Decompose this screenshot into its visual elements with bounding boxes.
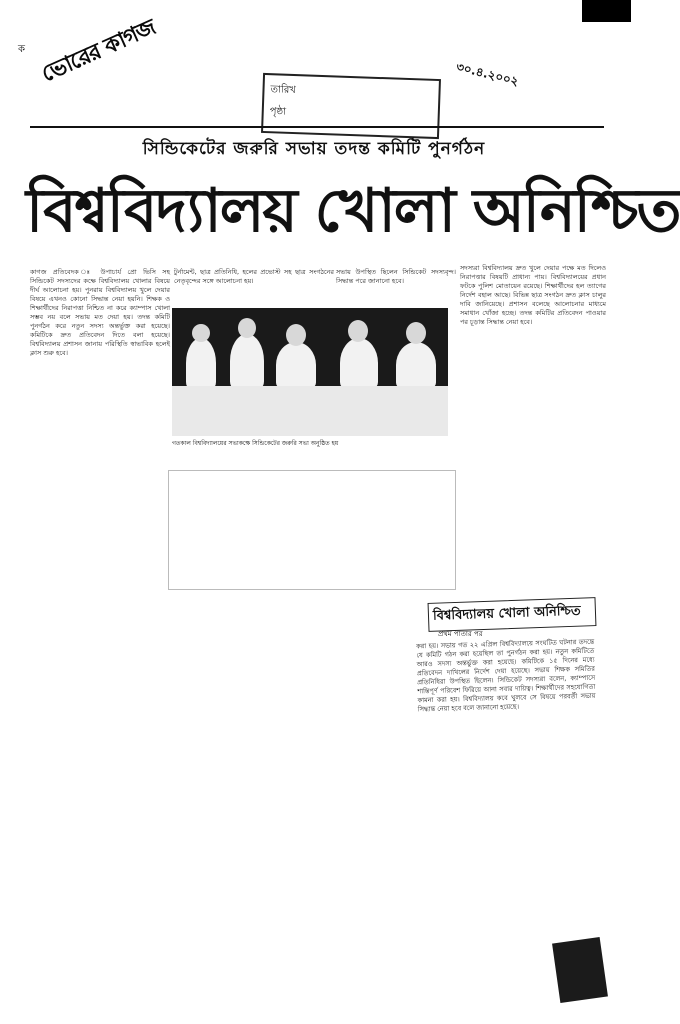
article-column-3: সভায় উপস্থিত ছিলেন সিন্ডিকেট সদস্যবৃন্দ। সিদ্ধান্ত পরে জানানো হবে। xyxy=(336,268,456,285)
top-rule xyxy=(30,126,604,128)
date-stamp: ৩০.৪.২০০২ xyxy=(454,59,520,89)
handwritten-mark: ক xyxy=(18,44,25,55)
blank-box-region xyxy=(168,470,456,590)
continuation-headline: বিশ্ববিদ্যালয় খোলা অনিশ্চিত xyxy=(428,597,597,632)
scan-shadow xyxy=(552,937,608,1003)
continuation-subtitle: প্রথম পাতার পর xyxy=(438,630,483,638)
photo-caption: গতকাল বিশ্ববিদ্যালয়ের সভাকক্ষে সিন্ডিকেটের জরুরি সভা অনুষ্ঠিত হয় xyxy=(172,440,339,447)
article-kicker: সিন্ডিকেটের জরুরি সভায় তদন্ত কমিটি পুনর্গঠন xyxy=(142,139,486,159)
newspaper-masthead: ভোরের কাগজ xyxy=(38,15,159,88)
meeting-photo xyxy=(172,308,448,436)
article-headline: বিশ্ববিদ্যালয় খোলা অনিশ্চিত xyxy=(26,176,680,246)
stamp-page-field: পৃষ্ঠা xyxy=(269,106,287,118)
archive-stamp xyxy=(261,73,441,139)
stamp-date-field: তারিখ xyxy=(270,84,297,97)
article-column-1: কাগজ প্রতিবেদক ঃ উপাচার্য প্রো ভিসি সহ সিন্ডিকেট সদস্যদের কক্ষে বিশ্ববিদ্যালয় খোলার বিষয়ে দীর্ঘ আলোচনা হয়। পুনরায় বিশ্ববিদ্যালয় খুলে দেয়ার বিষয়ে এখনও কোনো সিদ্ধান্ত নেয়া হয়নি। শিক্ষক ও শিক্ষার্থীদের নিরাপত্তা নিশ্চিত না করে ক্যাম্পাস খোলা সম্ভব নয় বলে সভায় মত দেয়া হয়। তদন্ত কমিটি পুনর্গঠন করে নতুন সদস্য অন্তর্ভুক্ত করা হয়েছে। কমিটিকে দ্রুত প্রতিবেদন দিতে বলা হয়েছে। বিশ্ববিদ্যালয় প্রশাসন জানায় পরিস্থিতি স্বাভাবিক হলেই ক্লাস শুরু হবে। xyxy=(30,268,170,357)
article-column-4: সদস্যরা বিশ্ববিদ্যালয় দ্রুত খুলে দেয়ার পক্ষে মত দিলেও নিরাপত্তার বিষয়টি প্রাধান্য পায়। বিশ্ববিদ্যালয়ের প্রধান ফটকে পুলিশ মোতায়েন রয়েছে। শিক্ষার্থীদের হল ত্যাগের নির্দেশ বহাল আছে। বিভিন্ন ছাত্র সংগঠন দ্রুত ক্লাস চালুর দাবি জানিয়েছে। প্রশাসন বলেছে আলোচনার মাধ্যমে সমাধান খোঁজা হচ্ছে। তদন্ত কমিটির প্রতিবেদন পাওয়ার পর চূড়ান্ত সিদ্ধান্ত নেয়া হবে। xyxy=(460,264,606,326)
continuation-column: করা হয়। সভায় গত ২২ এপ্রিল বিশ্ববিদ্যালয়ে সংঘটিত ঘটনার তদন্তে যে কমিটি গঠন করা হয়েছিল তা পুনর্গঠন করা হয়। নতুন কমিটিতে আরও সদস্য অন্তর্ভুক্ত করা হয়েছে। কমিটিকে ১৫ দিনের মধ্যে প্রতিবেদন দাখিলের নির্দেশ দেয়া হয়েছে। সভায় শিক্ষক সমিতির প্রতিনিধিরা উপস্থিত ছিলেন। সিন্ডিকেট সদস্যরা বলেন, ক্যাম্পাসে শান্তিপূর্ণ পরিবেশ ফিরিয়ে আনা সবার দায়িত্ব। শিক্ষার্থীদের সহযোগিতা কামনা করা হয়। বিশ্ববিদ্যালয় কবে খুলবে সে বিষয়ে পরবর্তী সভায় সিদ্ধান্ত নেয়া হবে বলে জানানো হয়েছে। xyxy=(416,637,596,714)
article-column-2: টুর্নামেন্ট, ছাত্র প্রতিনিধি, হলের প্রভোস্ট সহ ছাত্র সংগঠনের নেতৃবৃন্দের সঙ্গে আলোচনা হয়। xyxy=(174,268,334,285)
scan-edge-shadow xyxy=(582,0,631,22)
